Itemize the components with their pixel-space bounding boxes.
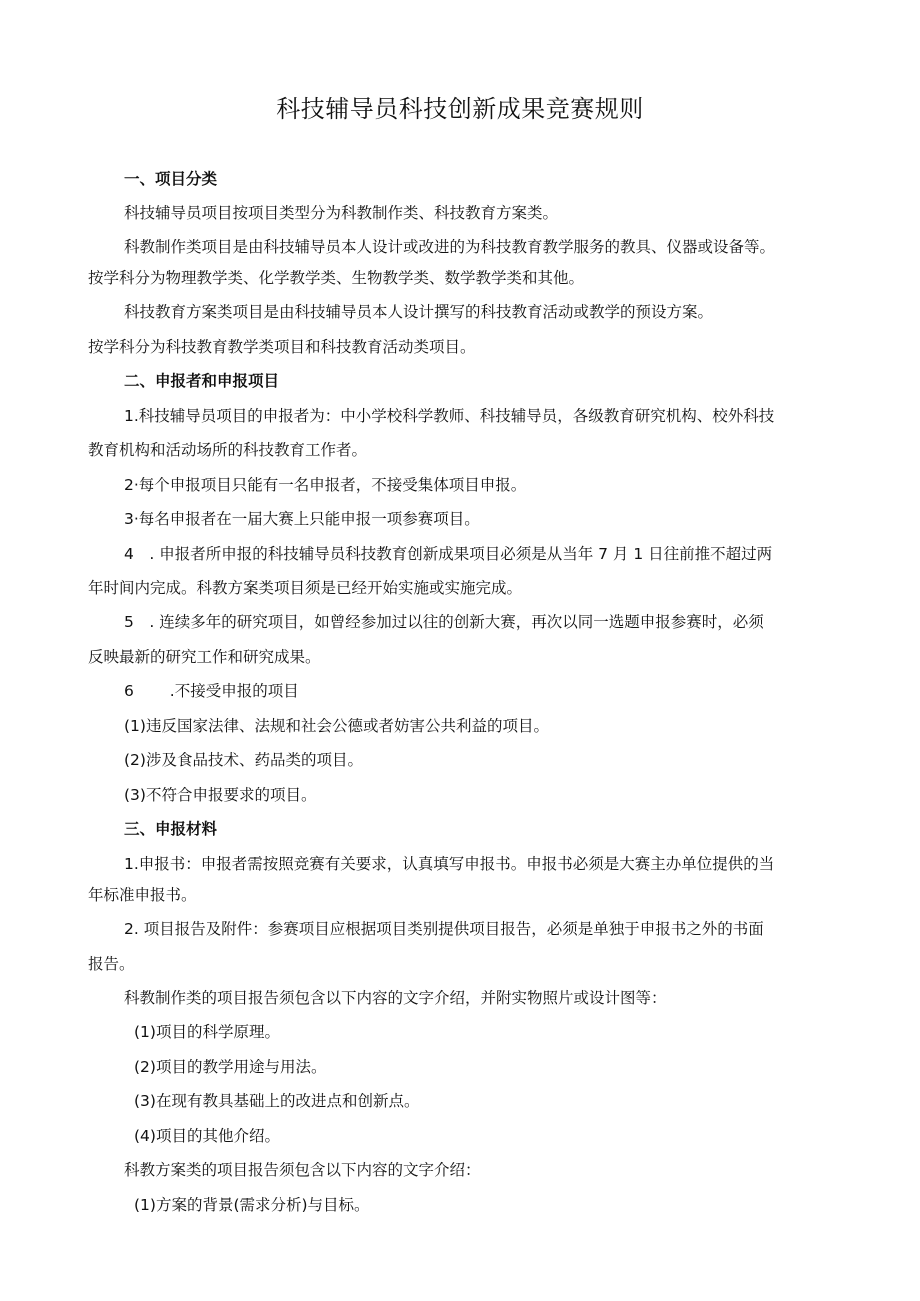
list-item: (2)项目的教学用途与用法。 (134, 1058, 327, 1076)
document-title: 科技辅导员科技创新成果竞赛规则 (276, 95, 644, 123)
paragraph-line: 3·每名申报者在一届大赛上只能申报一项参赛项目。 (124, 510, 480, 528)
paragraph-line: 教育机构和活动场所的科技教育工作者。 (88, 441, 368, 459)
paragraph-line: 2. 项目报告及附件：参赛项目应根据项目类别提供项目报告，必须是单独于申报书之外的书面 (124, 920, 764, 938)
paragraph-line: 1.申报书：申报者需按照竞赛有关要求，认真填写申报书。申报书必须是大赛主办单位提供的当 (124, 855, 775, 873)
list-item: (1)违反国家法律、法规和社会公德或者妨害公共利益的项目。 (124, 717, 549, 735)
paragraph-line: 科教制作类项目是由科技辅导员本人设计或改进的为科技教育教学服务的教具、仪器或设备等。 (124, 238, 776, 256)
paragraph-line: 1.科技辅导员项目的申报者为：中小学校科学教师、科技辅导员，各级教育研究机构、校外科技 (124, 407, 775, 425)
paragraph-line: 报告。 (88, 955, 135, 973)
paragraph-line: 按学科分为科技教育教学类项目和科技教育活动类项目。 (88, 338, 476, 356)
list-item: (1)项目的科学原理。 (134, 1023, 280, 1041)
paragraph-line: 科技辅导员项目按项目类型分为科教制作类、科技教育方案类。 (124, 204, 559, 222)
list-item: (4)项目的其他介绍。 (134, 1127, 280, 1145)
paragraph-line: 6 .不接受申报的项目 (124, 682, 299, 700)
paragraph-line: 年时间内完成。科教方案类项目须是已经开始实施或实施完成。 (88, 579, 523, 597)
list-item: (3)在现有教具基础上的改进点和创新点。 (134, 1092, 420, 1110)
paragraph-line: 年标准申报书。 (88, 886, 197, 904)
paragraph-line: 4 . 申报者所申报的科技辅导员科技教育创新成果项目必须是从当年 7 月 1 日往前推不超过两 (124, 545, 773, 563)
list-item: (1)方案的背景(需求分析)与目标。 (134, 1196, 370, 1214)
paragraph-line: 2·每个申报项目只能有一名申报者，不接受集体项目申报。 (124, 476, 527, 494)
paragraph-line: 科教方案类的项目报告须包含以下内容的文字介绍： (124, 1161, 481, 1179)
section-heading-1: 一、项目分类 (124, 170, 218, 188)
paragraph-line: 5 . 连续多年的研究项目，如曾经参加过以往的创新大赛，再次以同一选题申报参赛时，必须 (124, 613, 764, 631)
list-item: (3)不符合申报要求的项目。 (124, 786, 317, 804)
paragraph-line: 按学科分为物理教学类、化学教学类、生物教学类、数学教学类和其他。 (88, 269, 585, 287)
paragraph-line: 科教制作类的项目报告须包含以下内容的文字介绍，并附实物照片或设计图等： (124, 989, 667, 1007)
section-heading-3: 三、申报材料 (124, 820, 218, 838)
paragraph-line: 反映最新的研究工作和研究成果。 (88, 648, 321, 666)
paragraph-line: 科技教育方案类项目是由科技辅导员本人设计撰写的科技教育活动或教学的预设方案。 (124, 303, 714, 321)
list-item: (2)涉及食品技术、药品类的项目。 (124, 751, 363, 769)
section-heading-2: 二、申报者和申报项目 (124, 372, 280, 390)
